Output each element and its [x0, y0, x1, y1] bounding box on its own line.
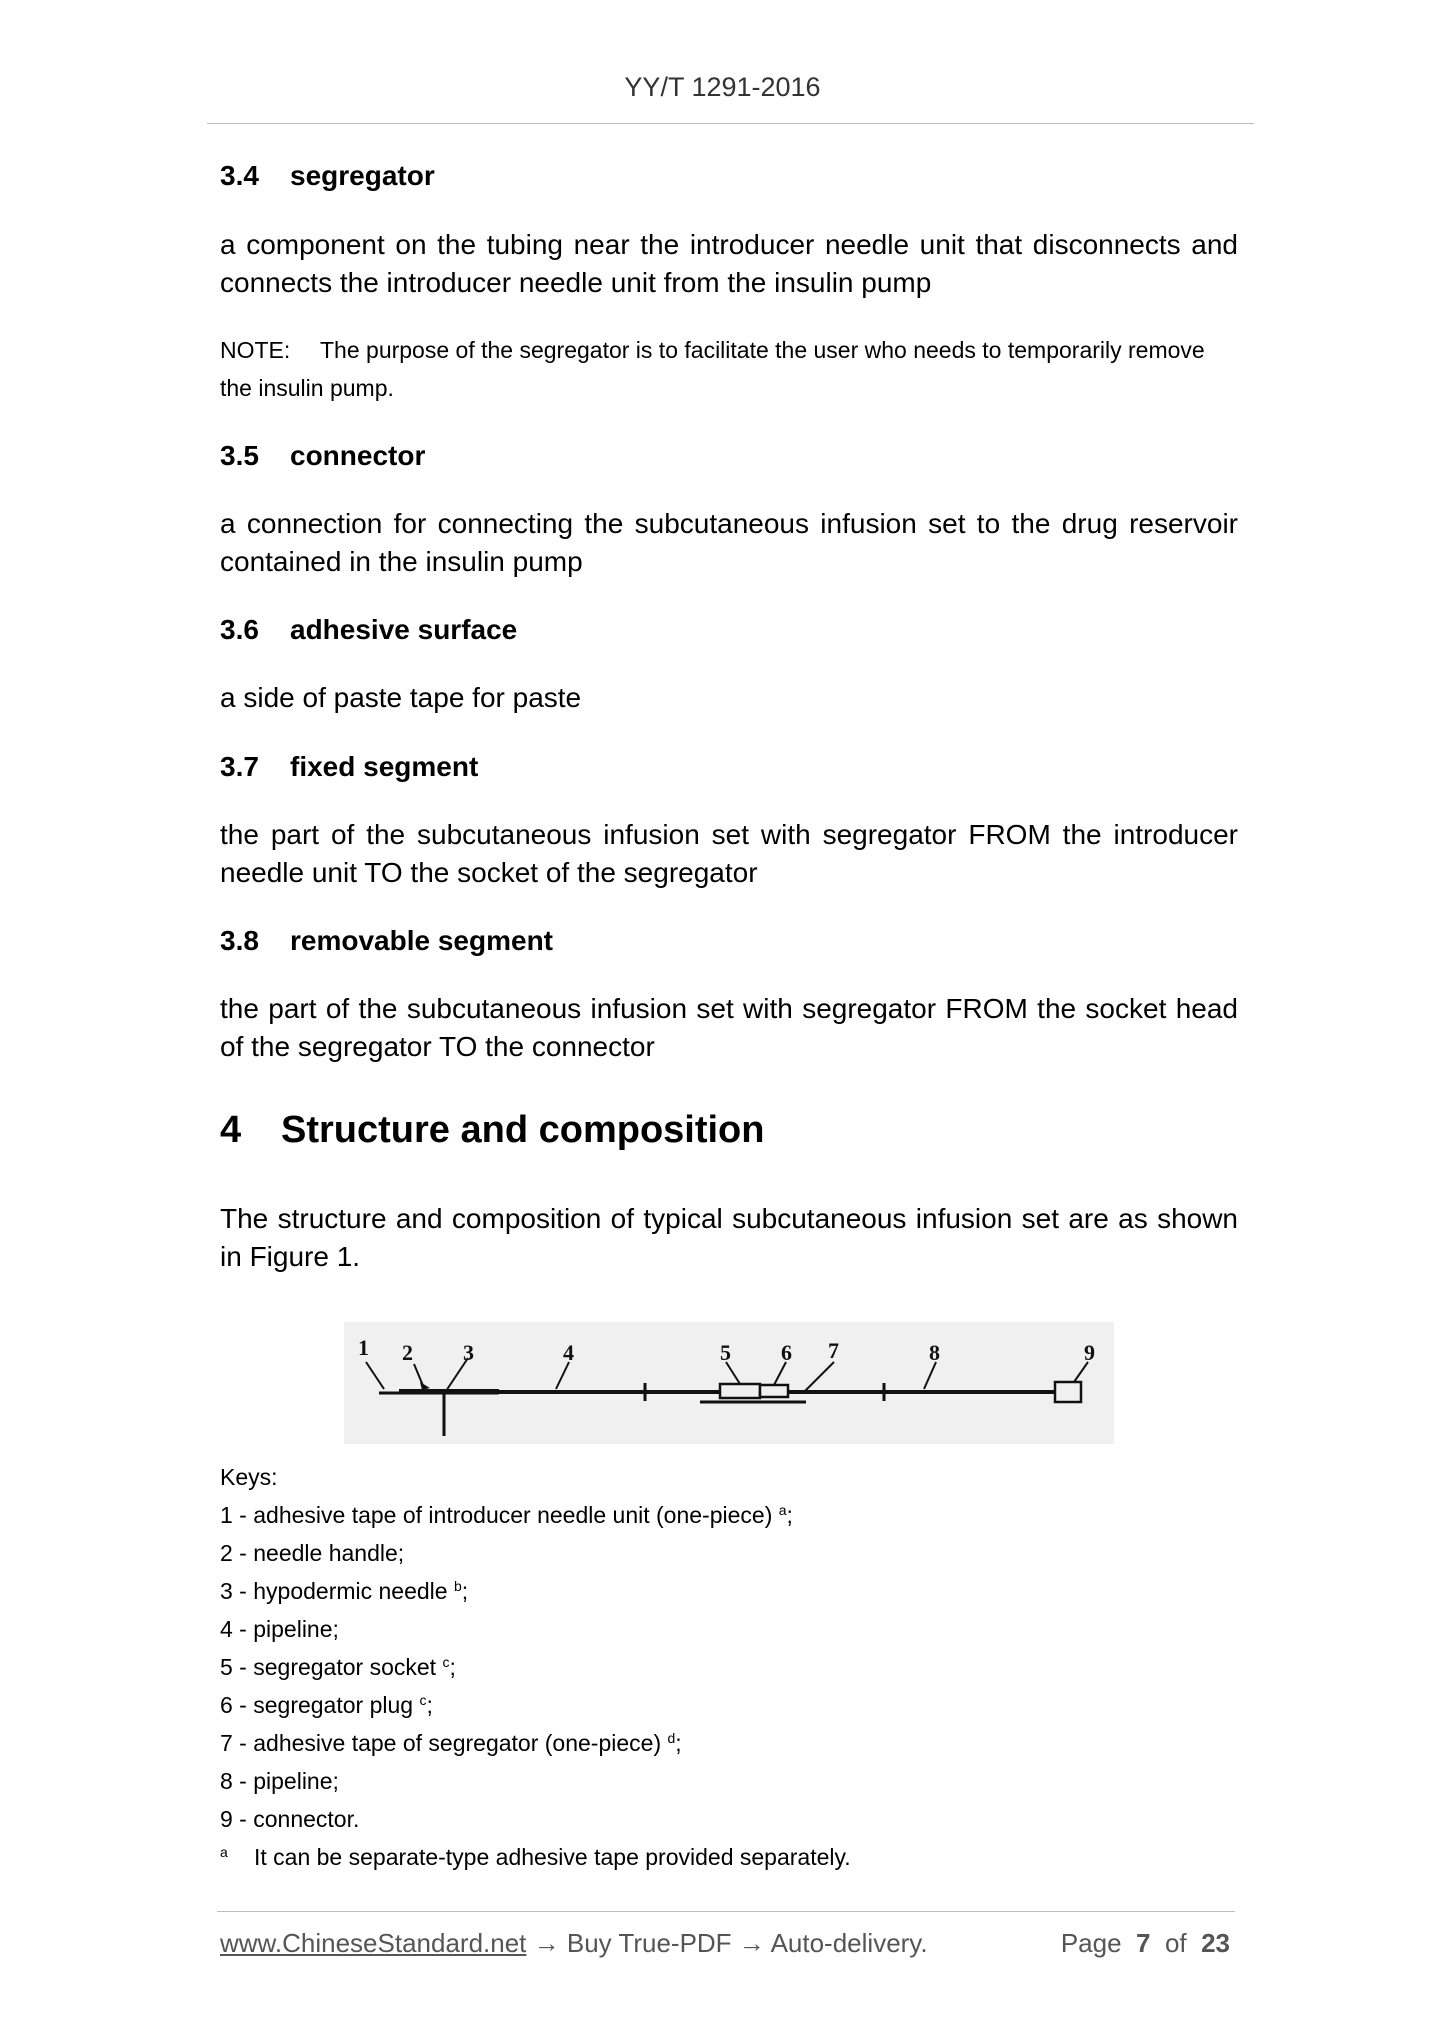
key-item: 5 - segregator socket $^c$; — [220, 1654, 456, 1680]
page-number: 7 — [1136, 1928, 1151, 1958]
key-item: 1 - adhesive tape of introducer needle unit (one-piece) $^a$; — [220, 1502, 793, 1528]
section-number: 3.8 — [220, 925, 259, 956]
definition-text: a component on the tubing near the introducer needle unit that disconnects and connects the introducer needle unit from the insulin pump — [220, 229, 1238, 298]
section-heading — [220, 440, 425, 472]
chapter-number: 4 — [220, 1109, 242, 1151]
figure-keys — [220, 1458, 1238, 1876]
page-total: 23 — [1201, 1928, 1230, 1958]
promo-text: → Buy True-PDF → Auto-delivery. — [526, 1928, 928, 1958]
page-indicator: Page 7 of 23 — [1060, 1928, 1230, 1958]
chapter-intro: The structure and composition of typical subcutaneous infusion set are as shown in Figure 1. — [220, 1203, 1238, 1272]
key-item: 2 - needle handle; — [220, 1540, 405, 1566]
keys-title: Keys: — [220, 1464, 278, 1490]
footer-divider — [217, 1911, 1235, 1912]
section-number: 3.4 — [220, 160, 259, 191]
definition-text: the part of the subcutaneous infusion set with segregator FROM the introducer needle unit TO the socket of the segregator — [220, 819, 1238, 888]
section-number: 3.7 — [220, 751, 259, 782]
section-title: segregator — [290, 160, 435, 191]
label-4: 4 — [563, 1340, 574, 1365]
key-item: 4 - pipeline; — [220, 1616, 339, 1642]
section-number: 3.5 — [220, 440, 259, 471]
definition-text: the part of the subcutaneous infusion set with segregator FROM the socket head of the segregator TO the connector — [220, 993, 1238, 1062]
section-title: removable segment — [290, 925, 553, 956]
figure-infusion-set — [344, 1322, 1114, 1444]
section-heading — [220, 160, 435, 192]
segregator-socket — [720, 1384, 760, 1398]
definition-text: a connection for connecting the subcutaneous infusion set to the drug reservoir contained in the insulin pump — [220, 508, 1238, 577]
footnote-mark: a — [220, 1844, 228, 1860]
chapter-title: Structure and composition — [281, 1109, 765, 1151]
label-2: 2 — [402, 1340, 413, 1365]
section-title: adhesive surface — [290, 614, 518, 645]
key-item: 9 - connector. — [220, 1806, 360, 1832]
infusion-set-diagram — [344, 1322, 1114, 1444]
section-heading — [220, 751, 478, 783]
label-6: 6 — [781, 1340, 792, 1365]
connector — [1055, 1382, 1081, 1402]
section-number: 3.6 — [220, 614, 259, 645]
page-footer — [220, 1928, 1230, 1959]
section-heading — [220, 614, 517, 646]
footnote-text: It can be separate-type adhesive tape provided separately. — [254, 1844, 851, 1870]
segregator-plug — [760, 1385, 788, 1397]
note — [220, 331, 1238, 407]
section-title: fixed segment — [290, 751, 479, 782]
note-label: NOTE: — [220, 337, 291, 363]
label-8: 8 — [929, 1340, 940, 1365]
label-1: 1 — [358, 1335, 369, 1360]
section-heading — [220, 925, 553, 957]
chapter-heading — [220, 1109, 764, 1152]
key-item: 7 - adhesive tape of segregator (one-piece) $^d$; — [220, 1730, 682, 1756]
note-text: The purpose of the segregator is to facilitate the user who needs to temporarily remove the insulin pump. — [220, 337, 1205, 401]
label-9: 9 — [1084, 1340, 1095, 1365]
key-item: 3 - hypodermic needle $^b$; — [220, 1578, 469, 1604]
header-divider — [207, 123, 1254, 124]
label-3: 3 — [463, 1340, 474, 1365]
document-code: YY/T 1291-2016 — [624, 72, 821, 102]
site-link[interactable]: www.ChineseStandard.net — [220, 1928, 527, 1958]
label-7: 7 — [828, 1338, 839, 1363]
label-5: 5 — [720, 1340, 731, 1365]
key-item: 6 - segregator plug $^c$; — [220, 1692, 433, 1718]
footnote — [220, 1838, 1238, 1876]
section-title: connector — [290, 440, 426, 471]
key-item: 8 - pipeline; — [220, 1768, 339, 1794]
definition-text: a side of paste tape for paste — [220, 682, 582, 713]
